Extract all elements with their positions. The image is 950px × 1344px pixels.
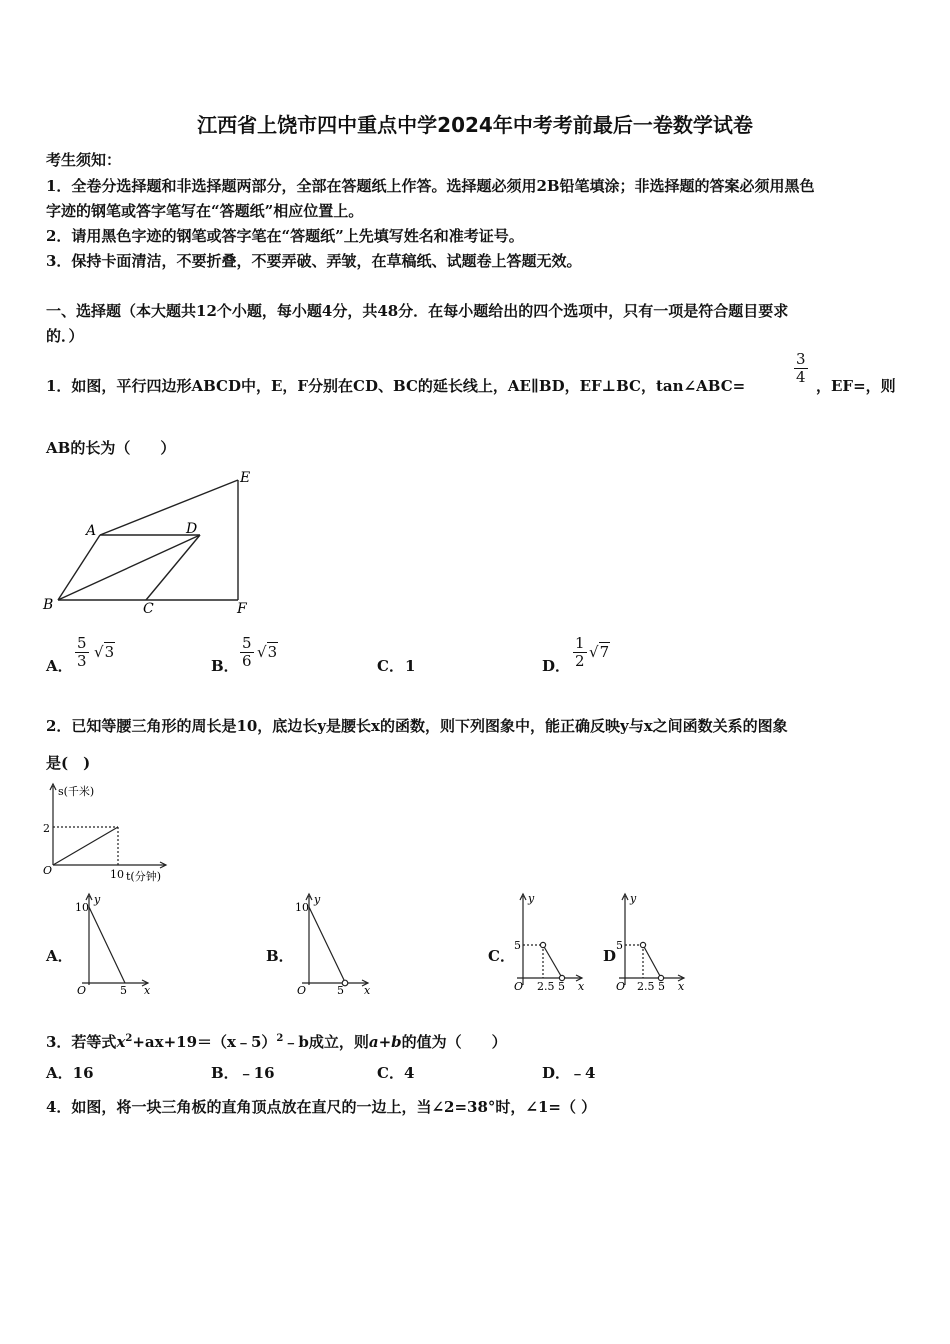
q2-b-x-tick: 5 [337, 984, 344, 997]
q3-text-b: 的值为（ ） [401, 1033, 507, 1051]
q2-option-c-label: C． [488, 947, 515, 965]
q1-option-a-rad: 3 [104, 643, 115, 661]
q3-statement [46, 1029, 507, 1052]
q2-c-x: x [578, 980, 585, 993]
q2-a-origin: O [77, 984, 87, 997]
q2-ref-y-tick: 2 [43, 822, 50, 835]
q2-c-x-ticks: 2.5 5 [537, 980, 565, 993]
q1-frac-num: 3 [796, 350, 806, 368]
q3-text-a: 3．若等式 [46, 1033, 117, 1051]
q1-label-c: C [143, 601, 154, 617]
q2-d-y: y [630, 892, 637, 905]
q2-a-y-tick: 10 [75, 901, 89, 914]
q3-expr-end: ﹣b成立，则 [283, 1033, 369, 1051]
q1-parallelogram-figure [40, 466, 270, 616]
q1-option-a-den: 3 [77, 652, 87, 670]
q2-c-y: y [528, 892, 535, 905]
q2-option-d-label: D [603, 947, 617, 965]
q2-ref-origin: O [43, 864, 53, 877]
section-heading-line2: 的．） [46, 327, 84, 345]
q2-d-x: x [678, 980, 685, 993]
q2-text-b: 是( ) [46, 754, 91, 772]
q1-frac-den: 4 [796, 368, 806, 386]
q1-option-d-fraction [573, 635, 587, 670]
q1-option-d-sqrt: √7 [589, 643, 610, 661]
q1-option-b-den: 6 [242, 652, 252, 670]
notice-item-2: 2．请用黑色字迹的钢笔或答字笔在“答题纸”上先填写姓名和准考证号。 [46, 227, 524, 245]
q1-option-b-fraction [240, 635, 254, 670]
q1-text-c: AB的长为（ ） [46, 439, 176, 457]
q1-option-a-sqrt: √3 [94, 643, 115, 661]
q1-tan-fraction [794, 351, 808, 386]
q2-d-origin: O [616, 980, 626, 993]
notice-heading: 考生须知： [46, 151, 122, 169]
q4-text: 4．如图，将一块三角板的直角顶点放在直尺的一边上，当∠2=38°时，∠1=（ ） [46, 1098, 597, 1116]
q1-option-c-label: C． [377, 657, 404, 675]
q1-option-b-num: 5 [242, 634, 252, 652]
q2-a-x-tick: 5 [120, 984, 127, 997]
q2-b-y-tick: 10 [295, 901, 309, 914]
q1-label-d: D [186, 521, 198, 537]
notice-item-1b: 字迹的钢笔或答字笔写在“答题纸”相应位置上。 [46, 202, 364, 220]
q3-expr-mid: +ax+19＝（x﹣5） [132, 1033, 277, 1051]
q2-c-y-tick: 5 [514, 939, 521, 952]
q2-d-x-ticks: 2.5 5 [637, 980, 665, 993]
q1-text-a: 1．如图，平行四边形ABCD中，E，F分别在CD、BC的延长线上，AE∥BD，EF⊥BC，tan∠ABC= [46, 377, 746, 395]
q2-option-a-label: A． [46, 947, 73, 965]
q1-option-a-fraction [75, 635, 89, 670]
q2-ref-y-label: s(千米) [58, 785, 95, 798]
q2-option-b-graph [292, 890, 377, 995]
q2-c-origin: O [514, 980, 524, 993]
q1-option-b-sqrt: √3 [257, 643, 278, 661]
q2-a-y: y [94, 893, 101, 906]
q3-sup-1: 2 [125, 1033, 133, 1044]
page-title: 江西省上饶市四中重点中学2024年中考考前最后一卷数学试卷 [197, 113, 753, 137]
q2-ref-x-label: t(分钟) [126, 870, 162, 883]
q2-d-y-tick: 5 [616, 939, 623, 952]
q1-option-d-num: 1 [575, 634, 585, 652]
q2-option-a-graph [72, 890, 157, 995]
q1-option-b-label: B． [211, 657, 239, 675]
q2-option-c-graph [510, 890, 590, 995]
q3-expr-x: x [116, 1033, 126, 1051]
q2-b-x: x [364, 984, 371, 997]
q2-text-a: 2．已知等腰三角形的周长是10，底边长y是腰长x的函数，则下列图象中，能正确反映y与x之间函数关系的图象 [46, 717, 788, 735]
q1-option-d-den: 2 [575, 652, 585, 670]
section-heading-line1: 一、选择题（本大题共12个小题，每小题4分，共48分．在每小题给出的四个选项中，只有一项是符合题目要求 [46, 302, 789, 320]
q3-option-d: D．﹣4 [542, 1064, 596, 1082]
q3-option-b: B．﹣16 [211, 1064, 275, 1082]
q1-option-c-value: 1 [405, 657, 416, 675]
q2-option-b-label: B． [266, 947, 294, 965]
q3-sup-2: 2 [276, 1033, 284, 1044]
q1-option-d-rad: 7 [599, 643, 610, 661]
notice-item-3: 3．保持卡面清洁，不要折叠，不要弄破、弄皱，在草稿纸、试题卷上答题无效。 [46, 252, 582, 270]
q1-option-a-num: 5 [77, 634, 87, 652]
q2-b-origin: O [297, 984, 307, 997]
q3-ab: a+b [368, 1033, 402, 1051]
q2-a-x: x [144, 984, 151, 997]
q2-option-d-graph [612, 890, 692, 995]
q2-ref-x-tick: 10 [110, 868, 124, 881]
q2-reference-graph [40, 780, 180, 885]
q3-option-c: C．4 [377, 1064, 415, 1082]
q1-label-b: B [43, 597, 54, 613]
q1-option-a-label: A． [46, 657, 73, 675]
q3-option-a: A．16 [46, 1064, 94, 1082]
q1-option-d-label: D． [542, 657, 571, 675]
q1-option-b-rad: 3 [267, 643, 278, 661]
q1-text-b: ，EF=，则 [816, 377, 896, 395]
notice-item-1a: 1．全卷分选择题和非选择题两部分，全部在答题纸上作答。选择题必须用2B铅笔填涂；非选择题的答案必须用黑色 [46, 177, 815, 195]
q1-label-f: F [237, 601, 247, 617]
q1-label-e: E [240, 470, 251, 486]
q2-b-y: y [314, 893, 321, 906]
q1-label-a: A [86, 523, 97, 539]
